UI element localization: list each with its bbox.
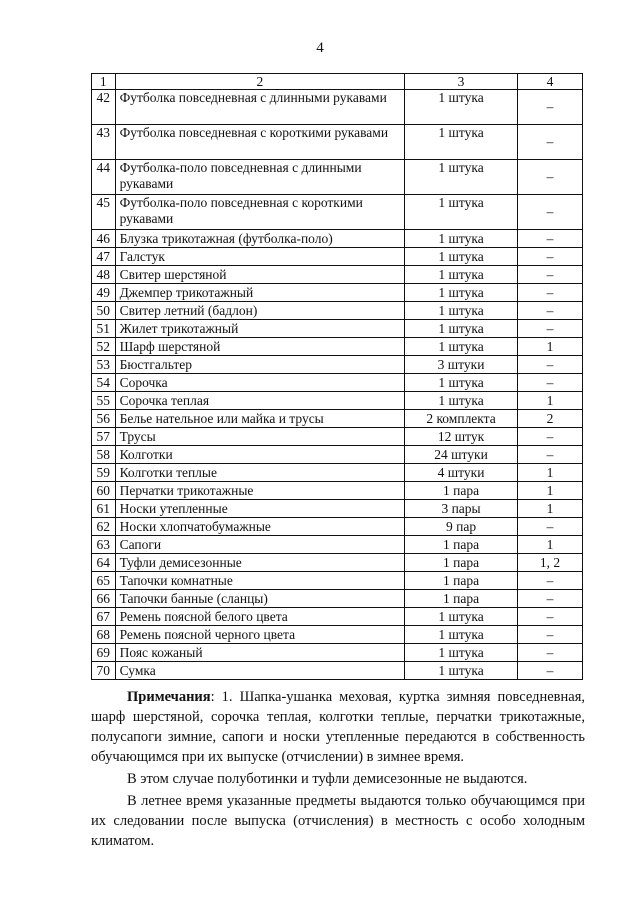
item-note: 1: [518, 536, 583, 554]
row-number: 50: [92, 302, 116, 320]
item-name: Носки хлопчатобумажные: [115, 518, 404, 536]
item-note: –: [518, 230, 583, 248]
item-quantity: 12 штук: [405, 428, 518, 446]
table-row: [92, 356, 583, 374]
table-row: [92, 464, 583, 482]
item-note: –: [518, 195, 583, 230]
table-row: [92, 195, 583, 230]
row-number: 46: [92, 230, 116, 248]
item-name: Шарф шерстяной: [115, 338, 404, 356]
row-number: 56: [92, 410, 116, 428]
row-number: 49: [92, 284, 116, 302]
table-row: [92, 160, 583, 195]
table-header-row: [92, 74, 583, 90]
row-number: 65: [92, 572, 116, 590]
item-name: Ремень поясной черного цвета: [115, 626, 404, 644]
header-col-4: 4: [518, 74, 583, 90]
row-number: 67: [92, 608, 116, 626]
row-number: 68: [92, 626, 116, 644]
item-name: Ремень поясной белого цвета: [115, 608, 404, 626]
item-note: 1: [518, 482, 583, 500]
item-note: –: [518, 320, 583, 338]
item-quantity: 1 штука: [405, 626, 518, 644]
item-name: Бюстгальтер: [115, 356, 404, 374]
header-col-2: 2: [115, 74, 404, 90]
row-number: 70: [92, 662, 116, 680]
item-name: Перчатки трикотажные: [115, 482, 404, 500]
item-name: Жилет трикотажный: [115, 320, 404, 338]
item-name: Футболка-поло повседневная с короткими рукавами: [115, 195, 404, 230]
table-row: [92, 338, 583, 356]
table-row: [92, 302, 583, 320]
header-col-3: 3: [405, 74, 518, 90]
table-row: [92, 446, 583, 464]
item-name: Пояс кожаный: [115, 644, 404, 662]
header-col-1: 1: [92, 74, 116, 90]
row-number: 43: [92, 125, 116, 160]
notes-section: [91, 687, 585, 851]
item-quantity: 1 штука: [405, 662, 518, 680]
item-quantity: 1 штука: [405, 320, 518, 338]
row-number: 42: [92, 90, 116, 125]
item-note: –: [518, 284, 583, 302]
row-number: 66: [92, 590, 116, 608]
table-row: [92, 230, 583, 248]
row-number: 57: [92, 428, 116, 446]
item-quantity: 1 штука: [405, 374, 518, 392]
table-row: [92, 554, 583, 572]
item-quantity: 1 штука: [405, 338, 518, 356]
item-note: 1, 2: [518, 554, 583, 572]
row-number: 60: [92, 482, 116, 500]
item-name: Носки утепленные: [115, 500, 404, 518]
item-name: Колготки теплые: [115, 464, 404, 482]
item-name: Футболка повседневная с длинными рукавами: [115, 90, 404, 125]
table-row: [92, 482, 583, 500]
item-name: Колготки: [115, 446, 404, 464]
item-quantity: 4 штуки: [405, 464, 518, 482]
item-note: –: [518, 662, 583, 680]
item-name: Футболка-поло повседневная с длинными рукавами: [115, 160, 404, 195]
row-number: 59: [92, 464, 116, 482]
note-1-text: : 1. Шапка-ушанка меховая, куртка зимняя повседневная, шарф шерстяной, сорочка теплая, колготки теплые, перчатки трикотажные, полусапоги зимние, сапоги и носки утепленные передаются в собственность обучающимся при их выпуске (отчислении) в зимнее время.: [91, 689, 585, 765]
item-quantity: 1 штука: [405, 195, 518, 230]
item-quantity: 1 штука: [405, 230, 518, 248]
item-name: Сумка: [115, 662, 404, 680]
item-quantity: 1 пара: [405, 536, 518, 554]
item-quantity: 1 штука: [405, 90, 518, 125]
row-number: 62: [92, 518, 116, 536]
item-name: Свитер шерстяной: [115, 266, 404, 284]
item-name: Белье нательное или майка и трусы: [115, 410, 404, 428]
notes-label: Примечания: [127, 689, 211, 705]
table-row: [92, 626, 583, 644]
item-name: Футболка повседневная с короткими рукавами: [115, 125, 404, 160]
table-row: [92, 608, 583, 626]
row-number: 58: [92, 446, 116, 464]
table-row: [92, 428, 583, 446]
table-row: [92, 90, 583, 125]
item-name: Сапоги: [115, 536, 404, 554]
item-note: –: [518, 356, 583, 374]
item-note: –: [518, 608, 583, 626]
item-quantity: 1 штука: [405, 125, 518, 160]
item-name: Галстук: [115, 248, 404, 266]
item-name: Тапочки комнатные: [115, 572, 404, 590]
table-row: [92, 536, 583, 554]
table-row: [92, 374, 583, 392]
note-3: В летнее время указанные предметы выдаются только обучающимся при их следовании после выпуска (отчисления) в местность с особо холодным климатом.: [91, 793, 585, 849]
row-number: 47: [92, 248, 116, 266]
item-quantity: 1 штука: [405, 302, 518, 320]
item-quantity: 1 штука: [405, 160, 518, 195]
table-row: [92, 590, 583, 608]
table-row: [92, 392, 583, 410]
table-row: [92, 320, 583, 338]
items-table: [91, 73, 583, 680]
row-number: 64: [92, 554, 116, 572]
item-note: 1: [518, 338, 583, 356]
item-quantity: 1 штука: [405, 608, 518, 626]
item-note: –: [518, 160, 583, 195]
item-note: –: [518, 248, 583, 266]
item-quantity: 3 пары: [405, 500, 518, 518]
table-row: [92, 266, 583, 284]
item-name: Блузка трикотажная (футболка-поло): [115, 230, 404, 248]
table-row: [92, 248, 583, 266]
item-name: Трусы: [115, 428, 404, 446]
row-number: 55: [92, 392, 116, 410]
item-note: –: [518, 590, 583, 608]
item-note: –: [518, 572, 583, 590]
row-number: 51: [92, 320, 116, 338]
item-note: 1: [518, 500, 583, 518]
item-note: –: [518, 518, 583, 536]
item-name: Сорочка теплая: [115, 392, 404, 410]
item-note: –: [518, 125, 583, 160]
row-number: 44: [92, 160, 116, 195]
table-row: [92, 125, 583, 160]
item-note: –: [518, 90, 583, 125]
table-row: [92, 410, 583, 428]
item-note: 2: [518, 410, 583, 428]
row-number: 63: [92, 536, 116, 554]
item-note: –: [518, 644, 583, 662]
item-quantity: 1 штука: [405, 248, 518, 266]
table-row: [92, 284, 583, 302]
item-quantity: 1 штука: [405, 266, 518, 284]
table-row: [92, 500, 583, 518]
item-quantity: 1 пара: [405, 554, 518, 572]
item-quantity: 1 пара: [405, 590, 518, 608]
table-row: [92, 572, 583, 590]
item-quantity: 24 штуки: [405, 446, 518, 464]
page-number: 4: [316, 40, 324, 56]
item-note: 1: [518, 392, 583, 410]
note-2: В этом случае полуботинки и туфли демисезонные не выдаются.: [127, 771, 528, 787]
item-name: Сорочка: [115, 374, 404, 392]
item-name: Тапочки банные (сланцы): [115, 590, 404, 608]
row-number: 52: [92, 338, 116, 356]
item-note: 1: [518, 464, 583, 482]
item-quantity: 3 штуки: [405, 356, 518, 374]
row-number: 69: [92, 644, 116, 662]
table-row: [92, 644, 583, 662]
row-number: 53: [92, 356, 116, 374]
note-1: [91, 687, 585, 767]
item-quantity: 2 комплекта: [405, 410, 518, 428]
item-quantity: 1 штука: [405, 284, 518, 302]
item-quantity: 1 пара: [405, 482, 518, 500]
table-row: [92, 662, 583, 680]
item-note: –: [518, 374, 583, 392]
item-quantity: 9 пар: [405, 518, 518, 536]
item-note: –: [518, 302, 583, 320]
item-name: Свитер летний (бадлон): [115, 302, 404, 320]
item-note: –: [518, 626, 583, 644]
row-number: 48: [92, 266, 116, 284]
row-number: 45: [92, 195, 116, 230]
item-quantity: 1 штука: [405, 392, 518, 410]
table-row: [92, 518, 583, 536]
row-number: 54: [92, 374, 116, 392]
item-note: –: [518, 266, 583, 284]
item-quantity: 1 штука: [405, 644, 518, 662]
item-note: –: [518, 428, 583, 446]
row-number: 61: [92, 500, 116, 518]
item-quantity: 1 пара: [405, 572, 518, 590]
item-name: Джемпер трикотажный: [115, 284, 404, 302]
item-note: –: [518, 446, 583, 464]
item-name: Туфли демисезонные: [115, 554, 404, 572]
